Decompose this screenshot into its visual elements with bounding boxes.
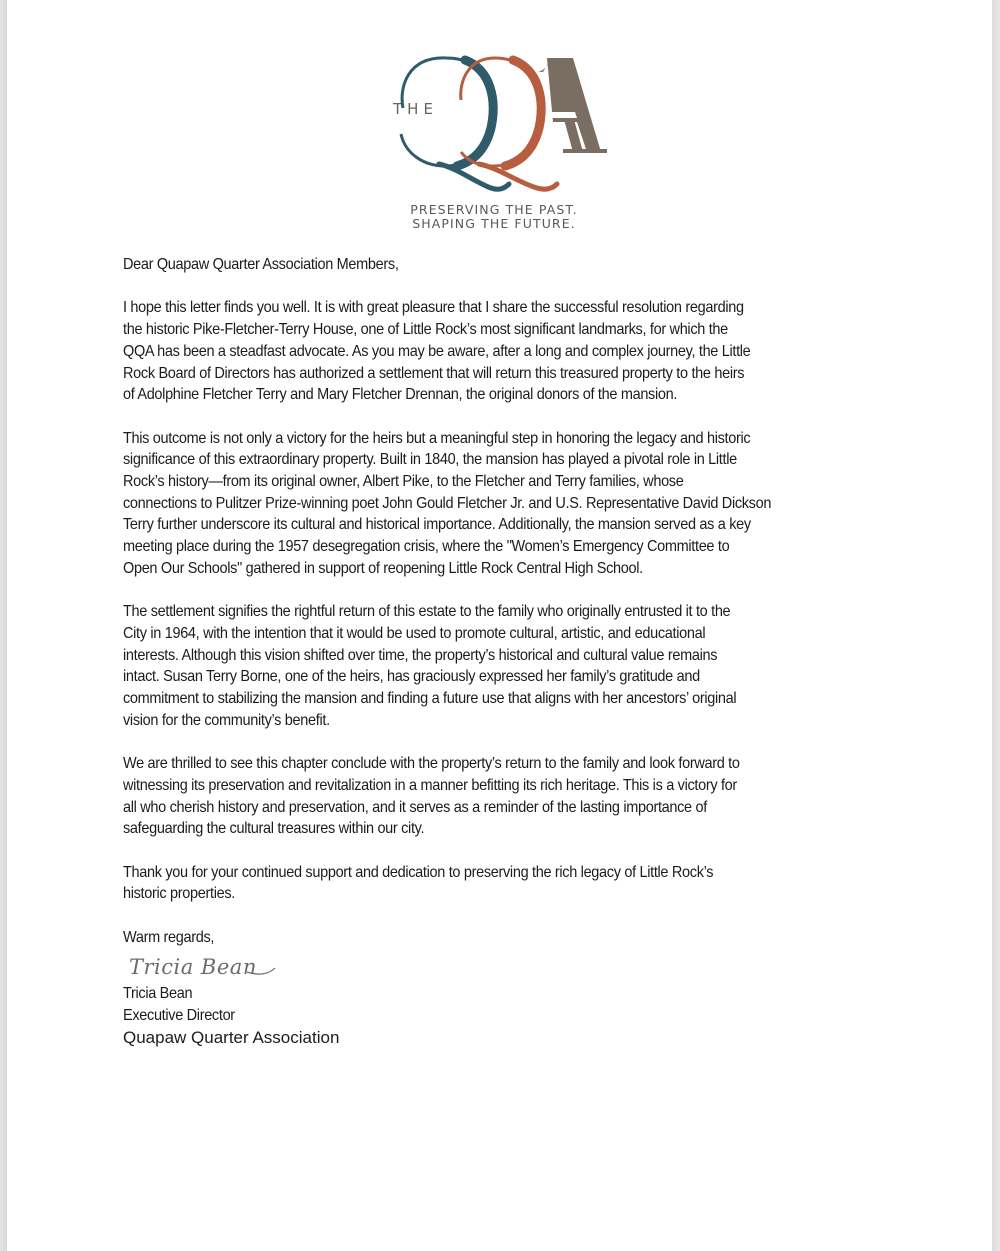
paragraph-line: Rock’s history—from its original owner, Albert Pike, to the Fletcher and Terry families, whose [123,473,684,490]
paragraph-1 [123,297,903,406]
paragraph-line: significance of this extraordinary property. Built in 1840, the mansion has played a pivotal role in Little [123,451,737,469]
logo-tagline [374,203,614,231]
page-edge-left [0,0,7,1251]
page-edge-right [992,0,1000,1251]
letter-body [123,254,903,1049]
paragraph-line: connections to Pulitzer Prize-winning poet John Gould Fletcher Jr. and U.S. Representative David Dickson [123,494,772,512]
paragraph-line: Open Our Schools" gathered in support of reopening Little Rock Central High School. [123,559,643,577]
paragraph-5 [123,862,903,905]
paragraph-line: witnessing its preservation and revitalization in a manner befitting its rich heritage. This is a victory for [123,776,737,794]
tagline-line-1: PRESERVING THE PAST. [410,202,578,217]
paragraph-line: meeting place during the 1957 desegregation crisis, where the "Women’s Emergency Committee to [123,538,730,556]
paragraph-3 [123,601,903,731]
paragraph-line: I hope this letter finds you well. It is with great pleasure that I share the successful resolution regarding [123,299,744,317]
paragraph-line: all who cherish history and preservation, and it serves as a reminder of the lasting importance of [123,798,707,816]
closing: Warm regards, [123,928,215,946]
signer-title: Executive Director [123,1007,235,1025]
paragraph-line: Terry further underscore its cultural and historical importance. Additionally, the mansion served as a key [123,516,751,534]
paragraph-line: City in 1964, with the intention that it would be used to promote cultural, artistic, and educational [123,624,706,642]
paragraph-line: the historic Pike-Fletcher-Terry House, one of Little Rock’s most significant landmarks, for which the [123,321,728,339]
svg-text:Tricia Bean: Tricia Bean [129,955,257,980]
tagline-line-2: SHAPING THE FUTURE. [412,216,576,231]
paragraph-line: QQA has been a steadfast advocate. As you may be aware, after a long and complex journey, the Little [123,342,751,360]
paragraph-line: interests. Although this vision shifted over time, the property’s historical and cultural value remains [123,646,718,664]
paragraph-line: historic properties. [123,885,235,903]
paragraph-line: safeguarding the cultural treasures within our city. [123,820,425,838]
paragraph-line: We are thrilled to see this chapter conclude with the property’s return to the family and look forward to [123,755,740,773]
letter-page [7,0,992,1251]
paragraph-line: vision for the community’s benefit. [123,711,330,729]
paragraph-line: commitment to stabilizing the mansion and finding a future use that aligns with her ancestors’ original [123,690,737,708]
handwritten-signature-icon [127,950,287,984]
paragraph-line: This outcome is not only a victory for the heirs but a meaningful step in honoring the legacy and historic [123,429,751,447]
qqa-monogram-icon [387,48,607,198]
logo-the-text: THE [393,100,438,118]
organization-name: Quapaw Quarter Association [123,1027,340,1047]
paragraph-line: of Adolphine Fletcher Terry and Mary Fletcher Drennan, the original donors of the mansion. [123,386,678,404]
signature [123,948,903,983]
signer-name: Tricia Bean [123,985,193,1003]
paragraph-line: Thank you for your continued support and dedication to preserving the rich legacy of Little Rock’s [123,863,714,881]
paragraph-4 [123,753,903,840]
paragraph-2 [123,428,903,580]
paragraph-line: The settlement signifies the rightful return of this estate to the family who originally entrusted it to the [123,603,731,621]
salutation: Dear Quapaw Quarter Association Members, [123,256,399,273]
paragraph-line: intact. Susan Terry Borne, one of the heirs, has graciously expressed her family’s gratitude and [123,668,700,686]
paragraph-line: Rock Board of Directors has authorized a settlement that will return this treasured property to the heirs [123,364,745,382]
